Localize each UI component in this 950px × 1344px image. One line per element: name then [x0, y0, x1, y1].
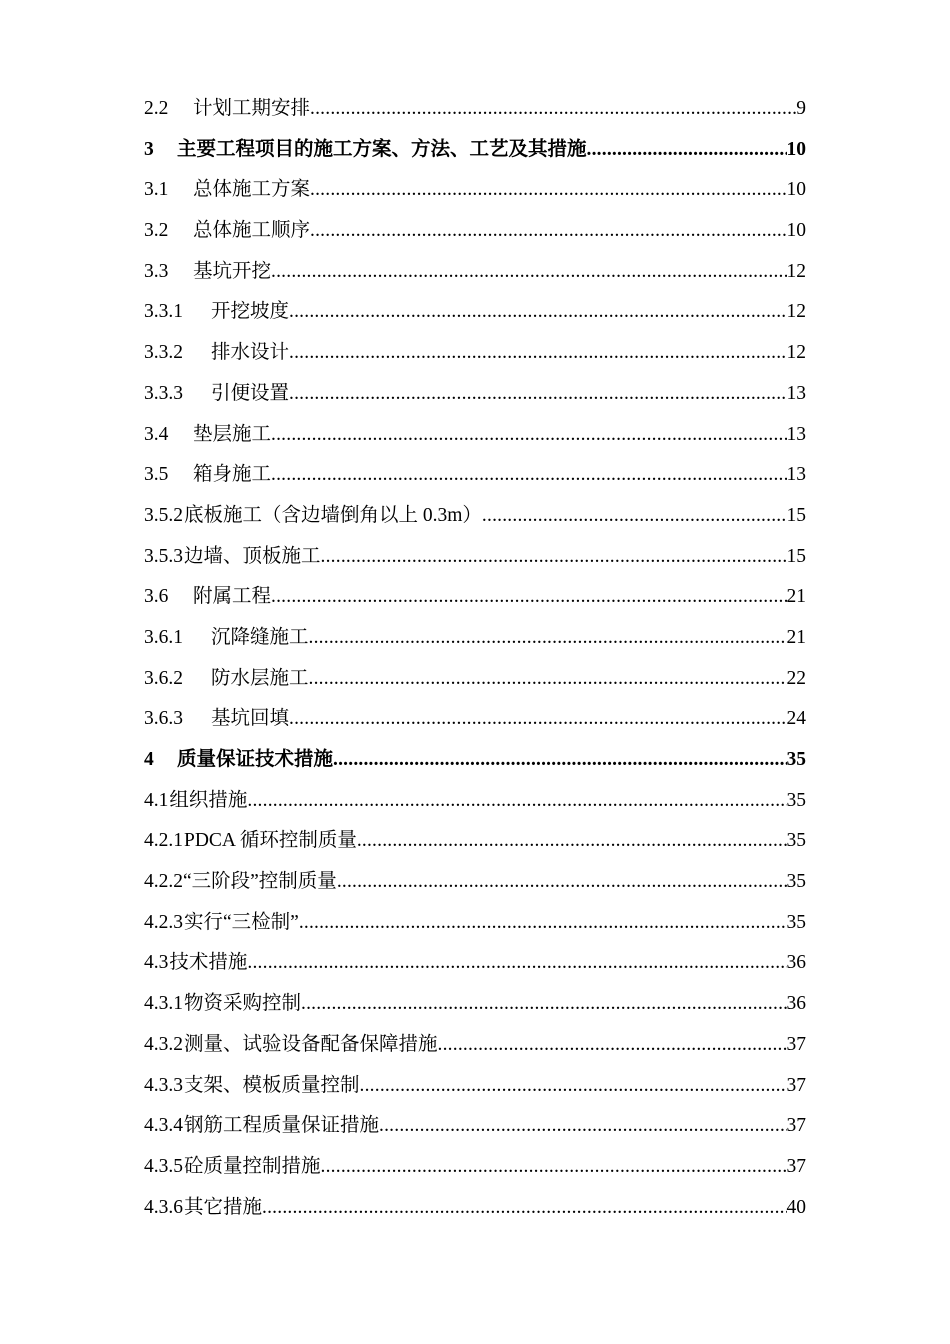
toc-entry-page-number: 15: [786, 545, 806, 567]
toc-entry-number: 4.3.3: [144, 1074, 183, 1096]
toc-entry-page-number: 10: [786, 220, 806, 242]
dot-leader: [271, 252, 786, 293]
toc-entry-number: 3.5: [144, 464, 169, 486]
toc-entry-page-number: 37: [786, 1155, 806, 1177]
toc-entry-page-number: 13: [786, 464, 806, 486]
toc-entry-title: 主要工程项目的施工方案、方法、工艺及其措施: [177, 138, 587, 160]
dot-leader: [360, 1066, 787, 1107]
toc-entry-page-number: 12: [786, 301, 806, 323]
toc-entry-title: 计划工期安排: [193, 98, 311, 119]
toc-entry-title: 附属工程: [193, 586, 272, 608]
toc-entry-number: 3.5.3: [144, 545, 183, 567]
toc-entry-number: 4.3.4: [144, 1115, 183, 1137]
toc-entry-number: 3.3.2: [144, 342, 183, 364]
toc-entry-title: 总体施工顺序: [193, 220, 311, 242]
toc-entry-number: 3.6.1: [144, 626, 183, 648]
toc-entry[interactable]: [144, 1188, 806, 1229]
toc-entry[interactable]: [144, 170, 806, 211]
toc-entry-number: 4.3.5: [144, 1155, 183, 1177]
dot-leader: [247, 781, 786, 822]
toc-entry-title: 引便设置: [211, 382, 290, 404]
toc-entry-number: 3.3.1: [144, 301, 183, 323]
toc-entry-title: “三阶段”控制质量: [183, 871, 337, 893]
toc-entry[interactable]: [144, 537, 806, 578]
toc-entry[interactable]: [144, 781, 806, 822]
toc-entry-title: PDCA 循环控制质量: [184, 830, 357, 852]
toc-entry-page-number: 35: [786, 871, 806, 893]
toc-entry-page-number: 40: [786, 1196, 806, 1218]
toc-entry-page-number: 10: [786, 138, 806, 160]
toc-entry-page-number: 22: [786, 667, 806, 689]
toc-entry[interactable]: [144, 618, 806, 659]
toc-entry-number: 4.3: [144, 952, 169, 974]
toc-entry-number: 3.6: [144, 586, 169, 608]
toc-entry-title: 防水层施工: [211, 667, 309, 689]
toc-entry-title: 垫层施工: [193, 423, 272, 445]
dot-leader: [321, 1147, 787, 1188]
toc-entry[interactable]: [144, 333, 806, 374]
toc-entry-number: 4.3.1: [144, 993, 183, 1015]
dot-leader: [379, 1106, 786, 1147]
toc-entry-page-number: 12: [786, 260, 806, 282]
dot-leader: [357, 821, 787, 862]
dot-leader: [587, 130, 787, 171]
toc-entry-number: 3.4: [144, 423, 169, 445]
toc-entry-number: 3.6.3: [144, 708, 183, 730]
dot-leader: [289, 374, 786, 415]
toc-entry[interactable]: [144, 699, 806, 740]
dot-leader: [321, 537, 787, 578]
toc-entry-page-number: 35: [786, 911, 806, 933]
toc-entry-number: 4: [144, 749, 154, 770]
toc-entry[interactable]: [144, 252, 806, 293]
dot-leader: [299, 903, 787, 944]
dot-leader: [301, 984, 786, 1025]
toc-entry-page-number: 36: [786, 993, 806, 1015]
toc-entry-number: 3: [144, 138, 154, 160]
toc-entry-title: 支架、模板质量控制: [184, 1074, 360, 1096]
toc-entry[interactable]: [144, 984, 806, 1025]
toc-entry[interactable]: [144, 659, 806, 700]
dot-leader: [310, 170, 786, 211]
toc-entry-page-number: 37: [786, 1074, 806, 1096]
toc-entry-title: 开挖坡度: [211, 301, 290, 323]
toc-entry-title: 物资采购控制: [184, 993, 302, 1015]
toc-entry-title: 基坑开挖: [193, 260, 272, 282]
toc-entry[interactable]: [144, 862, 806, 903]
toc-entry-title: 边墙、顶板施工: [184, 545, 321, 567]
dot-leader: [271, 455, 786, 496]
toc-entry-page-number: 37: [786, 1115, 806, 1137]
toc-entry-number: 3.6.2: [144, 667, 183, 689]
toc-entry[interactable]: [144, 292, 806, 333]
toc-entry-page-number: 13: [786, 423, 806, 445]
toc-entry-number: 3.3: [144, 260, 169, 282]
toc-entry-title: 组织措施: [169, 789, 248, 811]
toc-entry[interactable]: [144, 943, 806, 984]
dot-leader: [333, 740, 786, 781]
dot-leader: [309, 659, 787, 700]
toc-entry-title: 基坑回填: [211, 708, 290, 730]
toc-entry[interactable]: [144, 821, 806, 862]
dot-leader: [289, 333, 786, 374]
toc-entry[interactable]: [144, 1025, 806, 1066]
dot-leader: [271, 577, 786, 618]
toc-entry[interactable]: [144, 496, 806, 537]
toc-entry[interactable]: [144, 1066, 806, 1107]
dot-leader: [247, 943, 786, 984]
dot-leader: [289, 292, 786, 333]
toc-entry-page-number: 37: [786, 1033, 806, 1055]
dot-leader: [309, 618, 787, 659]
toc-entry[interactable]: [144, 1106, 806, 1147]
toc-entry[interactable]: [144, 89, 806, 130]
toc-entry-title: 测量、试验设备配备保障措施: [184, 1033, 438, 1055]
toc-entry[interactable]: [144, 455, 806, 496]
toc-entry-page-number: 9: [796, 98, 806, 119]
toc-entry-title: 底板施工（含边墙倒角以上 0.3m）: [184, 504, 482, 526]
toc-entry-number: 4.2.1: [144, 830, 183, 852]
toc-entry[interactable]: [144, 415, 806, 456]
toc-entry-number: 4.2.2: [144, 871, 183, 893]
table-of-contents: [144, 89, 806, 1228]
toc-entry-number: 3.2: [144, 220, 169, 242]
dot-leader: [310, 89, 796, 130]
toc-entry[interactable]: [144, 374, 806, 415]
toc-entry-number: 4.1: [144, 789, 169, 811]
toc-entry-number: 4.3.2: [144, 1033, 183, 1055]
toc-entry-number: 2.2: [144, 98, 169, 119]
toc-entry-number: 4.3.6: [144, 1196, 183, 1218]
toc-entry[interactable]: [144, 130, 806, 171]
toc-entry-page-number: 21: [786, 586, 806, 608]
toc-entry[interactable]: [144, 1147, 806, 1188]
toc-entry[interactable]: [144, 740, 806, 781]
toc-entry-page-number: 35: [786, 789, 806, 811]
toc-entry-title: 钢筋工程质量保证措施: [184, 1115, 380, 1137]
dot-leader: [262, 1188, 786, 1229]
toc-entry-title: 沉降缝施工: [211, 626, 309, 648]
toc-entry-number: 3.1: [144, 179, 169, 201]
dot-leader: [482, 496, 787, 537]
toc-entry-number: 3.3.3: [144, 382, 183, 404]
dot-leader: [337, 862, 787, 903]
dot-leader: [438, 1025, 787, 1066]
toc-entry-page-number: 35: [786, 830, 806, 852]
toc-entry-page-number: 13: [786, 382, 806, 404]
toc-entry-title: 质量保证技术措施: [177, 749, 334, 770]
toc-entry-page-number: 15: [786, 504, 806, 526]
toc-entry-number: 3.5.2: [144, 504, 183, 526]
toc-entry-page-number: 24: [786, 708, 806, 730]
toc-entry-page-number: 10: [786, 179, 806, 201]
toc-entry-page-number: 35: [786, 749, 806, 770]
toc-entry[interactable]: [144, 211, 806, 252]
toc-entry[interactable]: [144, 903, 806, 944]
toc-entry-number: 4.2.3: [144, 911, 183, 933]
toc-entry-title: 箱身施工: [193, 464, 272, 486]
dot-leader: [271, 415, 786, 456]
dot-leader: [289, 699, 786, 740]
toc-entry[interactable]: [144, 577, 806, 618]
toc-entry-page-number: 36: [786, 952, 806, 974]
toc-entry-title: 其它措施: [184, 1196, 263, 1218]
toc-entry-title: 总体施工方案: [193, 179, 311, 201]
toc-entry-title: 技术措施: [169, 952, 248, 974]
dot-leader: [310, 211, 786, 252]
toc-entry-page-number: 12: [786, 342, 806, 364]
toc-entry-title: 排水设计: [211, 342, 290, 364]
toc-entry-title: 实行“三检制”: [184, 911, 299, 933]
toc-entry-title: 砼质量控制措施: [184, 1155, 321, 1177]
toc-entry-page-number: 21: [786, 626, 806, 648]
